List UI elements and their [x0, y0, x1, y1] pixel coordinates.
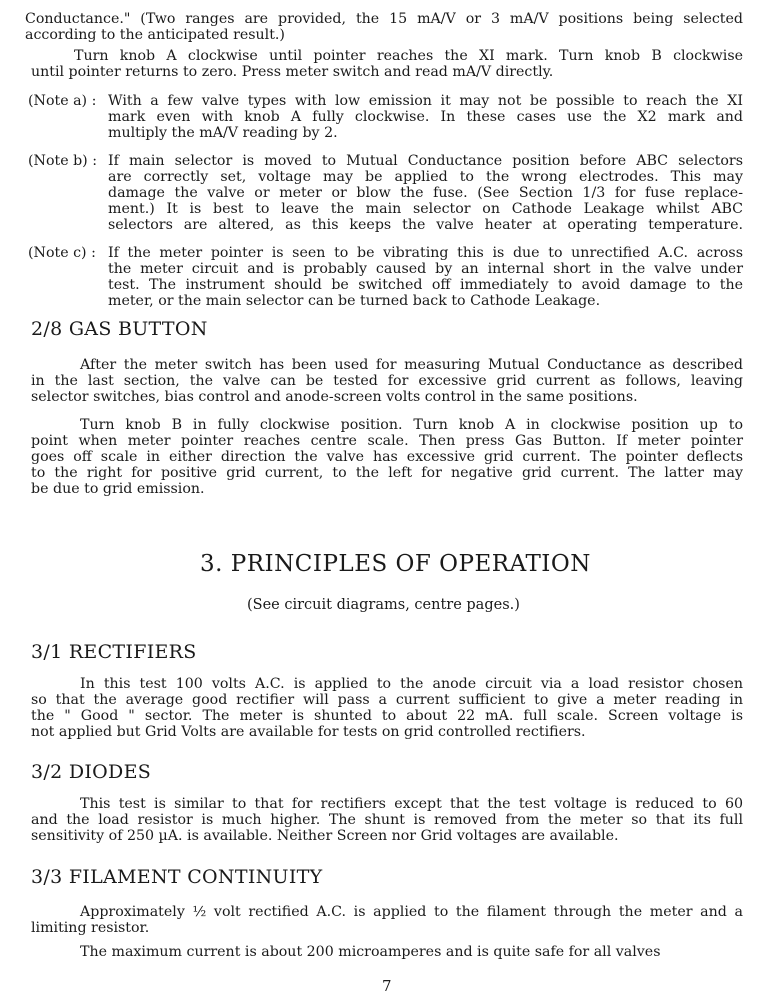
para-line: not applied but Grid Volts are available for tests on grid controlled rectifiers.	[31, 724, 586, 740]
para-line: After the meter switch has been used for measuring Mutual Conductance as described	[80, 357, 743, 373]
note-a-line: multiply the mA/V reading by 2.	[108, 125, 338, 141]
para-line: so that the average good rectifier will pass a current sufficient to give a meter reading in	[31, 692, 743, 708]
note-a-label: (Note a) :	[28, 93, 97, 109]
para-line: This test is similar to that for rectifiers except that the test voltage is reduced to 60	[80, 796, 743, 812]
section-heading-2-8: 2/8 GAS BUTTON	[31, 318, 208, 340]
section-heading-3-1: 3/1 RECTIFIERS	[31, 641, 197, 663]
note-c-line: the meter circuit and is probably caused by an internal short in the valve under	[108, 261, 743, 277]
para-line: in the last section, the valve can be tested for excessive grid current as follows, leaving	[31, 373, 743, 389]
note-c-line: test. The instrument should be switched off immediately to avoid damage to the	[108, 277, 743, 293]
para-line: limiting resistor.	[31, 920, 150, 936]
note-b-line: selectors are altered, as this keeps the valve heater at operating temperature.	[108, 217, 743, 233]
para-line: sensitivity of 250 µA. is available. Neither Screen nor Grid voltages are available.	[31, 828, 619, 844]
text-line: Conductance." (Two ranges are provided, the 15 mA/V or 3 mA/V positions being selected	[25, 11, 743, 27]
chapter-title: 3. PRINCIPLES OF OPERATION	[200, 551, 591, 577]
text-line: Turn knob A clockwise until pointer reaches the XI mark. Turn knob B clockwise	[74, 48, 743, 64]
note-b-line: If main selector is moved to Mutual Conductance position before ABC selectors	[108, 153, 743, 169]
note-c-label: (Note c) :	[28, 245, 96, 261]
section-heading-3-2: 3/2 DIODES	[31, 761, 152, 783]
para-line: The maximum current is about 200 microamperes and is quite safe for all valves	[80, 944, 661, 960]
para-line: be due to grid emission.	[31, 481, 205, 497]
para-line: point when meter pointer reaches centre scale. Then press Gas Button. If meter pointer	[31, 433, 743, 449]
note-b-line: are correctly set, voltage may be applied to the wrong electrodes. This may	[108, 169, 743, 185]
note-a-line: With a few valve types with low emission it may not be possible to reach the XI	[108, 93, 743, 109]
para-line: to the right for positive grid current, to the left for negative grid current. The latter may	[31, 465, 743, 481]
para-line: goes off scale in either direction the valve has excessive grid current. The pointer deflects	[31, 449, 743, 465]
para-line: Turn knob B in fully clockwise position. Turn knob A in clockwise position up to	[80, 417, 743, 433]
section-heading-3-3: 3/3 FILAMENT CONTINUITY	[31, 866, 323, 888]
note-c-line: If the meter pointer is seen to be vibrating this is due to unrectified A.C. across	[108, 245, 743, 261]
page-number: 7	[382, 977, 392, 995]
para-line: the " Good " sector. The meter is shunted to about 22 mA. full scale. Screen voltage is	[31, 708, 743, 724]
note-c-line: meter, or the main selector can be turned back to Cathode Leakage.	[108, 293, 601, 309]
para-line: selector switches, bias control and anode-screen volts control in the same positions.	[31, 389, 638, 405]
para-line: In this test 100 volts A.C. is applied to the anode circuit via a load resistor chosen	[80, 676, 743, 692]
chapter-subtitle: (See circuit diagrams, centre pages.)	[247, 597, 520, 613]
note-b-label: (Note b) :	[28, 153, 98, 169]
note-a-line: mark even with knob A fully clockwise. In these cases use the X2 mark and	[108, 109, 743, 125]
note-b-line: damage the valve or meter or blow the fuse. (See Section 1/3 for fuse replace-	[108, 185, 743, 201]
text-line: until pointer returns to zero. Press meter switch and read mA/V directly.	[31, 64, 554, 80]
para-line: Approximately ½ volt rectified A.C. is applied to the filament through the meter and a	[80, 904, 743, 920]
text-line: according to the anticipated result.)	[25, 27, 285, 43]
para-line: and the load resistor is much higher. The shunt is removed from the meter so that its full	[31, 812, 743, 828]
note-b-line: ment.) It is best to leave the main selector on Cathode Leakage whilst ABC	[108, 201, 743, 217]
